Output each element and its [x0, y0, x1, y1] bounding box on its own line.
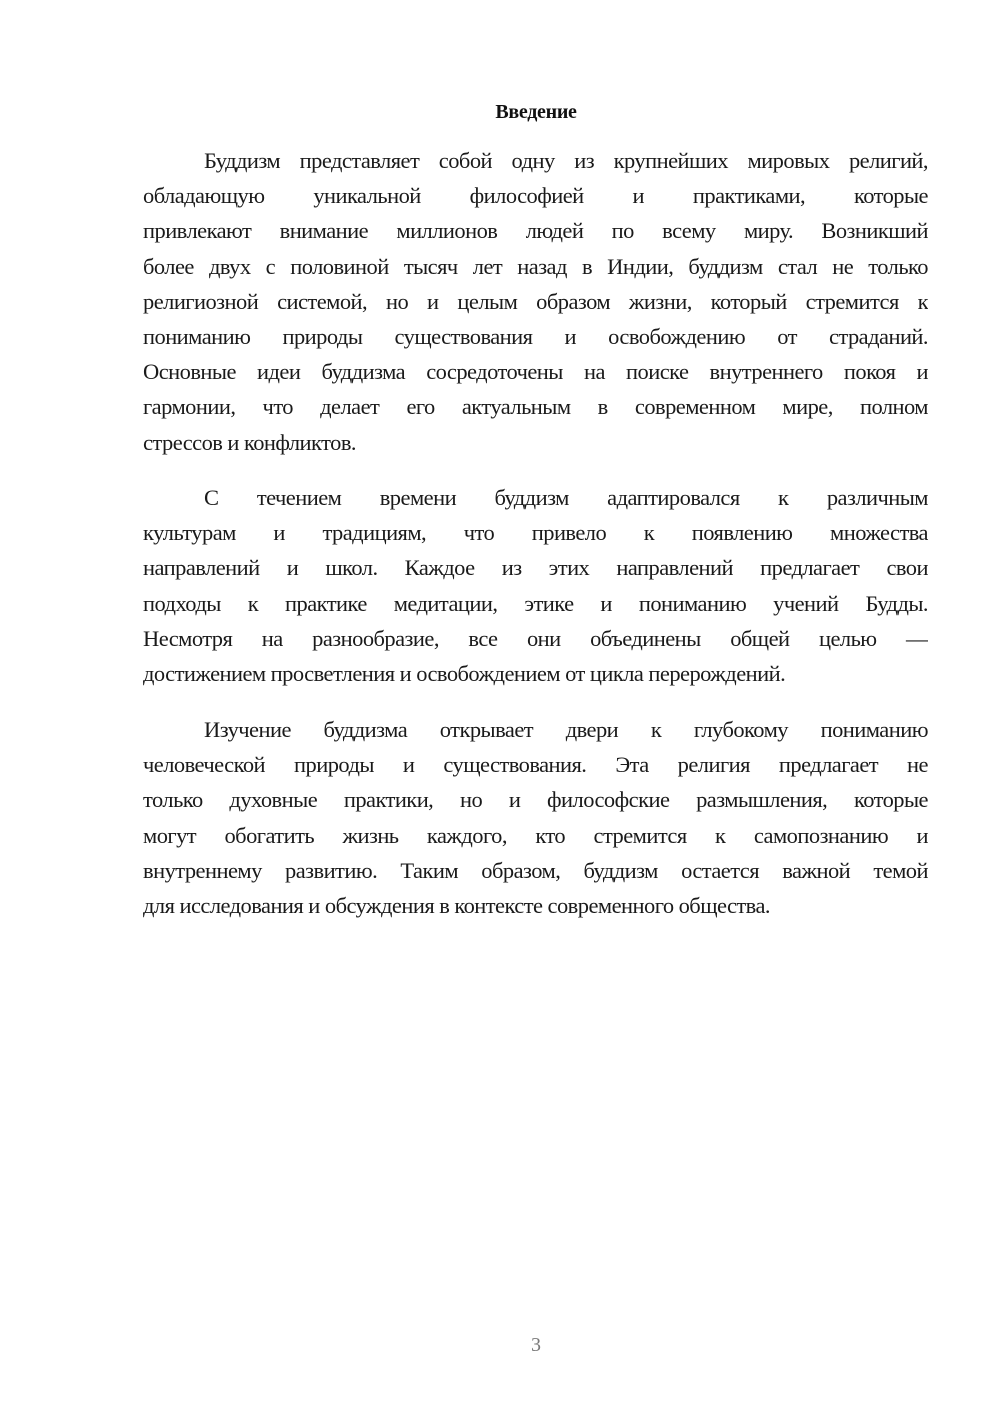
text-line: достижением просветления и освобождением от цикла перерождений. [143, 660, 786, 686]
text-line: религиозной системой, но и целым образом жизни, который стремится к [143, 288, 928, 314]
text-line: Буддизм представляет собой одну из крупнейших мировых религий, [204, 148, 928, 173]
text-line: привлекают внимание миллионов людей по всему миру. Возникший [143, 218, 928, 244]
text-line: более двух с половиной тысяч лет назад в Индии, буддизм стал не только [143, 253, 928, 279]
text-line: направлений и школ. Каждое из этих направлений предлагает свои [143, 555, 928, 581]
text-line: человеческой природы и существования. Эта религия предлагает не [143, 752, 928, 778]
page-number: 3 [531, 1334, 541, 1356]
text-line: обладающую уникальной философией и практиками, которые [143, 183, 928, 209]
text-line: только духовные практики, но и философские размышления, которые [143, 787, 928, 813]
text-line: Основные идеи буддизма сосредоточены на поиске внутреннего покоя и [143, 359, 928, 385]
text-line: культурам и традициям, что привело к появлению множества [143, 520, 928, 546]
text-line: подходы к практике медитации, этике и пониманию учений Будды. [143, 590, 928, 616]
paragraph-3 [143, 712, 928, 923]
text-line: могут обогатить жизнь каждого, кто стремится к самопознанию и [143, 822, 928, 848]
text-line: Несмотря на разнообразие, все они объединены общей целью — [143, 625, 928, 651]
text-line: стрессов и конфликтов. [143, 429, 356, 455]
text-line: Изучение буддизма открывает двери к глубокому пониманию [204, 717, 928, 742]
text-line: пониманию природы существования и освобождению от страданий. [143, 323, 928, 349]
text-line: внутреннему развитию. Таким образом, буддизм остается важной темой [143, 857, 928, 883]
section-heading: Введение [495, 101, 577, 123]
paragraph-1 [143, 143, 928, 460]
text-line: для исследования и обсуждения в контексте современного общества. [143, 892, 770, 918]
paragraph-2 [143, 480, 928, 691]
text-line: С течением времени буддизм адаптировался к различным [204, 485, 928, 510]
text-line: гармонии, что делает его актуальным в современном мире, полном [143, 394, 928, 420]
